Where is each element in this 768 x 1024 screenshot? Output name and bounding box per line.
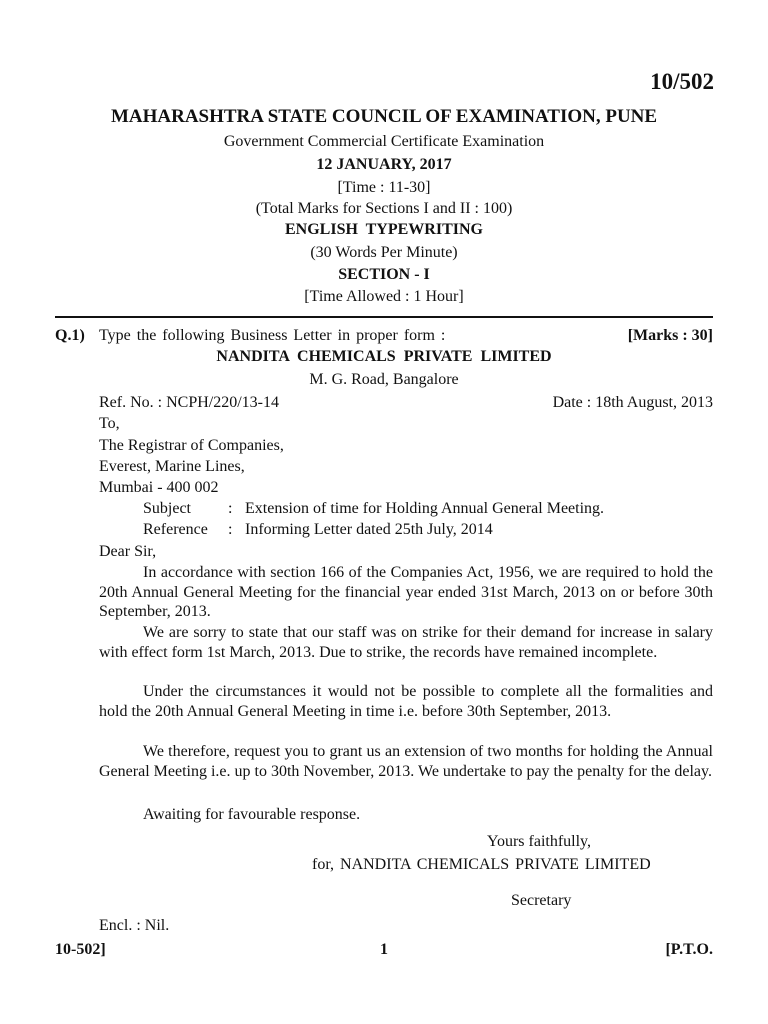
- speed: (30 Words Per Minute): [310, 244, 458, 261]
- signatory-company: for, NANDITA CHEMICALS PRIVATE LIMITED: [312, 856, 651, 873]
- reference-label: Reference: [143, 521, 208, 538]
- council-title: MAHARASHTRA STATE COUNCIL OF EXAMINATION, PUNE: [110, 106, 658, 127]
- section-title: SECTION - I: [338, 266, 430, 283]
- divider: [55, 316, 713, 318]
- subject-colon: :: [228, 500, 233, 517]
- footer-code: 10-502]: [55, 941, 106, 958]
- question-marks: [Marks : 30]: [627, 327, 713, 344]
- paper-code: 10/502: [650, 69, 714, 94]
- exam-name: Government Commercial Certificate Examination: [223, 133, 545, 150]
- ref-no: Ref. No. : NCPH/220/13-14: [99, 394, 279, 411]
- body-paragraph-1: In accordance with section 166 of the Companies Act, 1956, we are required to hold the 20th Annual General Meeting for the financial year ended 31st March, 2013 on or before 30th September, 2013.: [99, 564, 713, 620]
- subject-text: Extension of time for Holding Annual General Meeting.: [245, 500, 605, 517]
- salutation: Dear Sir,: [99, 543, 157, 560]
- exam-time: [Time : 11-30]: [337, 179, 431, 196]
- recipient-line-2: Everest, Marine Lines,: [99, 458, 245, 475]
- reference-text: Informing Letter dated 25th July, 2014: [245, 521, 493, 538]
- subject-label: Subject: [143, 500, 191, 517]
- recipient-line-1: The Registrar of Companies,: [99, 437, 284, 454]
- time-allowed: [Time Allowed : 1 Hour]: [304, 288, 464, 305]
- closing-line: Awaiting for favourable response.: [143, 806, 361, 823]
- exam-date: 12 JANUARY, 2017: [316, 156, 452, 173]
- total-marks: (Total Marks for Sections I and II : 100): [255, 200, 513, 217]
- company-name: NANDITA CHEMICALS PRIVATE LIMITED: [216, 348, 552, 365]
- reference-colon: :: [228, 521, 233, 538]
- body-paragraph-2: We are sorry to state that our staff was on strike for their demand for increase in salary with effect form 1st March, 2013. Due to strike, the records have remained incomplete.: [99, 624, 713, 661]
- subject-title: ENGLISH TYPEWRITING: [285, 221, 483, 238]
- question-number: Q.1): [55, 327, 85, 344]
- company-address: M. G. Road, Bangalore: [309, 371, 459, 388]
- yours-faithfully: Yours faithfully,: [487, 833, 592, 850]
- pto-label: [P.T.O.: [665, 941, 713, 958]
- to-line: To,: [99, 415, 120, 432]
- letter-date: Date : 18th August, 2013: [552, 394, 713, 411]
- recipient-line-3: Mumbai - 400 002: [99, 479, 219, 496]
- enclosure: Encl. : Nil.: [99, 917, 170, 934]
- body-paragraph-3: Under the circumstances it would not be possible to complete all the formalities and hold the 20th Annual General Meeting in time i.e. before 30th September, 2013.: [99, 683, 713, 720]
- question-text: Type the following Business Letter in proper form :: [99, 327, 446, 344]
- designation: Secretary: [511, 892, 572, 909]
- body-paragraph-4: We therefore, request you to grant us an extension of two months for holding the Annual General Meeting i.e. up to 30th November, 2013. We undertake to pay the penalty for the delay.: [99, 743, 713, 780]
- page-number: 1: [380, 941, 388, 958]
